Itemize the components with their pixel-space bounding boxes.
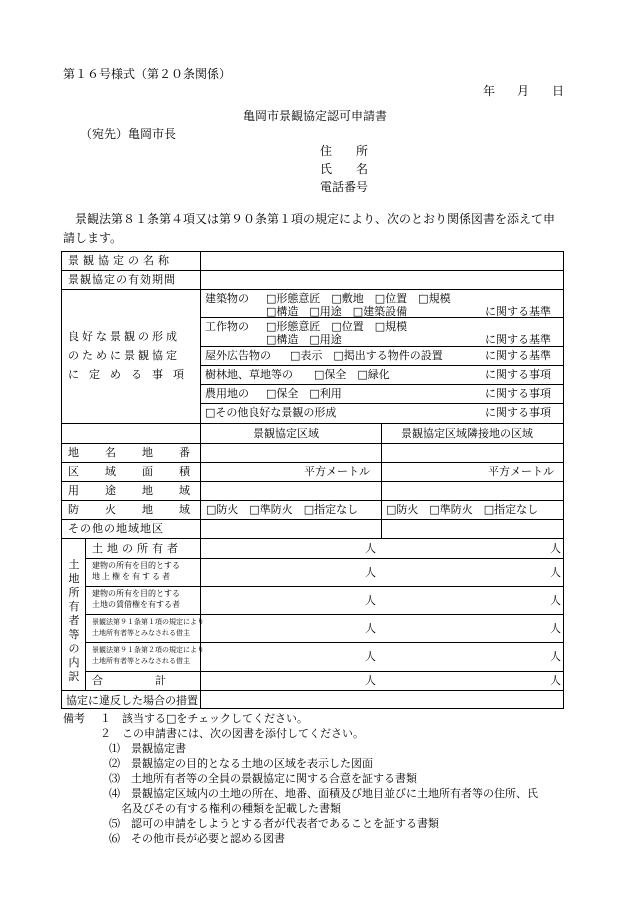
note-item: ⑷ 景観協定区域内の土地の所在、地番、面積及び地目並びに土地所有者等の住所、氏: [109, 787, 538, 800]
rule: [200, 384, 564, 385]
person-unit: 人: [365, 622, 376, 635]
note-item: ⑴ 景観協定書: [109, 742, 186, 755]
other-good-landscape: □その他良好な景観の形成: [205, 406, 337, 419]
valid-period-label: 景観協定の有効期間: [68, 273, 176, 286]
rule: [61, 481, 564, 482]
fire-options-1: □防火 □準防火 □指定なし: [206, 503, 359, 516]
rule: [200, 365, 564, 366]
agreement-name-label: 景観協定の名称: [68, 254, 173, 267]
note-item: ⑶ 土地所有者等の全員の景観協定に関する合意を証する書類: [109, 772, 417, 785]
outdoor-label: 屋外広告物の: [205, 349, 271, 362]
rule: [61, 270, 564, 271]
owner-92-2-line2: 土地所有者等とみなされる借主: [92, 657, 190, 665]
person-unit: 人: [365, 674, 376, 687]
trees-options: □保全 □緑化: [314, 368, 390, 381]
kojibutsu-options-2: □構造 □用途: [266, 333, 342, 346]
area-unit-2: 平方メートル: [488, 465, 554, 478]
rule: [85, 614, 564, 615]
row-area-label: 区域面積: [68, 465, 216, 478]
note-item: 名及びその有する権利の種類を記載した書類: [121, 802, 341, 815]
person-unit: 人: [365, 542, 376, 555]
row-youto-label: 用途地域: [68, 484, 216, 497]
matters-label-3: に定める事項: [68, 368, 194, 381]
rule: [85, 538, 86, 690]
rule: [61, 519, 564, 520]
farmland-jiko: に関する事項: [485, 387, 551, 400]
col-agreement-area: 景観協定区域: [253, 427, 319, 440]
col-adjacent-area: 景観協定区域隣接地の区域: [401, 427, 533, 440]
rule: [61, 462, 564, 463]
date-year-label: 年: [483, 84, 496, 98]
owner-lease-2: 土地の賃借権を有する者: [92, 600, 180, 609]
owners-side-label: 土地所有者等の内訳: [68, 558, 80, 683]
person-unit: 人: [550, 542, 561, 555]
violation-label: 協定に違反した場合の措置: [66, 694, 198, 707]
kojibutsu-label: 工作物の: [205, 320, 249, 333]
row-chimei-label: 地名地番: [68, 446, 216, 459]
note-1: １ 該当する□をチェックしてください。: [100, 712, 309, 725]
owner-building-2: 地上権を有する者: [92, 572, 172, 581]
form-number: 第１６号様式（第２０条関係）: [63, 67, 232, 81]
person-unit: 人: [550, 622, 561, 635]
person-unit: 人: [550, 594, 561, 607]
intro-line-2: 請します。: [63, 231, 123, 245]
building-options-1: □形態意匠 □敷地 □位置 □規模: [266, 292, 451, 305]
note-item: ⑸ 認可の申請をしようとする者が代表者であることを証する書類: [109, 817, 439, 830]
row-other-district-label: その他の地域地区: [68, 522, 164, 535]
trees-jiko: に関する事項: [485, 368, 551, 381]
farmland-options: □保全 □利用: [266, 387, 342, 400]
addressee: （宛先）亀岡市長: [80, 127, 177, 141]
owner-91-1-line1: 景観法第９１条第１項の規定により: [92, 618, 204, 626]
person-unit: 人: [365, 594, 376, 607]
rule: [85, 671, 564, 672]
date-month-label: 月: [517, 84, 530, 98]
name-label: 氏 名: [320, 162, 369, 176]
kojibutsu-options-1: □形態意匠 □位置 □規模: [266, 320, 408, 333]
person-unit: 人: [550, 566, 561, 579]
person-unit: 人: [365, 566, 376, 579]
rule: [61, 538, 564, 539]
owner-92-2-line1: 景観法第９１条第２項の規定により: [92, 646, 204, 654]
farmland-label: 農用地の: [205, 387, 249, 400]
address-label: 住 所: [320, 144, 369, 158]
person-unit: 人: [550, 650, 561, 663]
person-unit: 人: [365, 650, 376, 663]
rule: [200, 690, 201, 709]
rule: [85, 642, 564, 643]
rule: [85, 558, 564, 559]
owner-lease-1: 建物の所有を目的とする: [92, 589, 180, 598]
building-options-2: □構造 □用途 □建築設備: [266, 305, 408, 318]
rule: [61, 500, 564, 501]
total-label: 合計: [92, 674, 218, 687]
fire-options-2: □防火 □準防火 □指定なし: [386, 503, 539, 516]
building-label: 建築物の: [205, 292, 249, 305]
owner-building-1: 建物の所有を目的とする: [92, 561, 180, 570]
rule: [61, 423, 564, 424]
rule: [61, 289, 564, 290]
row-bouka-label: 防火地域: [68, 503, 216, 516]
outdoor-options: □表示 □掲出する物件の設置: [290, 349, 443, 362]
phone-label: 電話番号: [320, 180, 369, 194]
area-unit-1: 平方メートル: [304, 465, 370, 478]
rule: [200, 346, 564, 347]
matters-label-1: 良好な景観の形成: [68, 330, 180, 343]
trees-label: 樹林地、草地等の: [205, 368, 293, 381]
document-title: 亀岡市景観協定認可申請書: [243, 109, 388, 123]
building-kijun: に関する基準: [485, 305, 551, 318]
date-day-label: 日: [552, 84, 565, 98]
rule: [200, 403, 564, 404]
note-2: ２ この申請書には、次の図書を添付してください。: [100, 727, 364, 740]
rule: [85, 586, 564, 587]
note-item: ⑹ その他市長が必要と認める図書: [109, 832, 285, 845]
matters-label-2: のために景観協定: [68, 349, 180, 362]
owner-91-1-line2: 土地所有者等とみなされる借主: [92, 629, 190, 637]
rule: [61, 690, 564, 691]
rule: [61, 443, 564, 444]
kojibutsu-kijun: に関する基準: [485, 333, 551, 346]
rule: [381, 423, 382, 538]
other-jiko: に関する事項: [485, 406, 551, 419]
note-item: ⑵ 景観協定の目的となる土地の区域を表示した図面: [109, 757, 373, 770]
owner-land-label: 土地の所有者: [92, 542, 182, 555]
intro-line-1: 景観法第８１条第４項又は第９０条第１項の規定により、次のとおり関係図書を添えて申: [75, 212, 556, 226]
notes-label: 備考: [63, 712, 85, 725]
person-unit: 人: [550, 674, 561, 687]
outdoor-kijun: に関する基準: [485, 349, 551, 362]
